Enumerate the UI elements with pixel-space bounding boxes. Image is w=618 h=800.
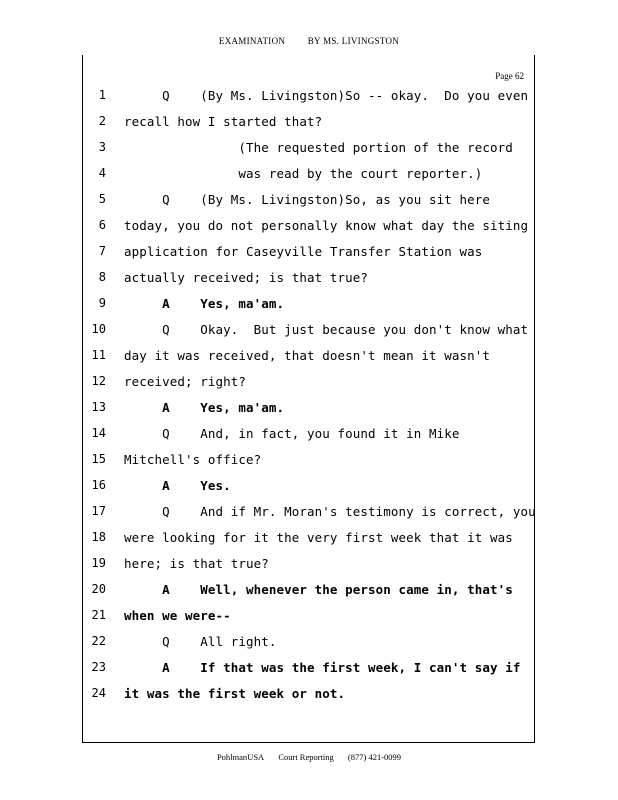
line-number: 23 [91,660,106,674]
page-footer [0,752,618,762]
line-number: 2 [98,114,106,128]
transcript-line [0,582,618,608]
header-section: EXAMINATION [218,36,286,46]
line-number: 9 [98,296,106,310]
line-number: 8 [98,270,106,284]
footer-company: PohlmanUSA [216,752,265,762]
line-number: 17 [91,504,106,518]
line-text: actually received; is that true? [124,270,369,285]
footer-service: Court Reporting [278,752,334,762]
line-number: 11 [91,348,106,362]
line-number: 22 [91,634,106,648]
line-text: were looking for it the very first week that it was [124,530,513,545]
line-text: recall how I started that? [124,114,323,129]
transcript-line [0,504,618,530]
line-text: it was the first week or not. [124,686,346,701]
transcript-line [0,556,618,582]
line-text: was read by the court reporter.) [124,166,483,181]
transcript-line [0,88,618,114]
line-text: (The requested portion of the record [124,140,513,155]
transcript-line [0,296,618,322]
line-text: A Well, whenever the person came in, that's [124,582,513,597]
transcript-line [0,218,618,244]
line-text: Q All right. [124,634,277,649]
header-examiner: BY MS. LIVINGSTON [307,36,400,46]
line-text: received; right? [124,374,247,389]
transcript-line [0,452,618,478]
line-number: 13 [91,400,106,414]
transcript-line [0,634,618,660]
transcript-line [0,166,618,192]
line-text: A Yes, ma'am. [124,296,285,311]
line-number: 15 [91,452,106,466]
line-text: Q (By Ms. Livingston)So -- okay. Do you even [124,88,529,103]
line-text: when we were-- [124,608,231,623]
line-number: 19 [91,556,106,570]
transcript-line [0,660,618,686]
page-header [0,36,618,46]
line-number: 12 [91,374,106,388]
line-text: here; is that true? [124,556,269,571]
line-number: 3 [98,140,106,154]
line-text: Q (By Ms. Livingston)So, as you sit here [124,192,491,207]
transcript-line [0,192,618,218]
line-number: 1 [98,88,106,102]
line-text: A Yes. [124,478,231,493]
transcript-line [0,374,618,400]
footer-phone: (877) 421-0099 [347,752,402,762]
line-number: 16 [91,478,106,492]
transcript-line [0,426,618,452]
line-number: 24 [91,686,106,700]
line-text: day it was received, that doesn't mean it wasn't [124,348,491,363]
transcript-line [0,140,618,166]
page-number: Page 62 [495,71,524,81]
transcript-line [0,244,618,270]
line-text: Q And if Mr. Moran's testimony is correct, you [124,504,536,519]
transcript-line [0,608,618,634]
line-number: 20 [91,582,106,596]
line-text: today, you do not personally know what day the siting [124,218,529,233]
transcript-line [0,400,618,426]
line-text: Q And, in fact, you found it in Mike [124,426,460,441]
line-number: 6 [98,218,106,232]
transcript-line [0,322,618,348]
transcript-line [0,348,618,374]
line-text: A Yes, ma'am. [124,400,285,415]
line-number: 4 [98,166,106,180]
line-number: 7 [98,244,106,258]
line-number: 14 [91,426,106,440]
transcript-line [0,270,618,296]
transcript-line [0,530,618,556]
line-number: 18 [91,530,106,544]
line-text: application for Caseyville Transfer Station was [124,244,483,259]
line-number: 21 [91,608,106,622]
transcript-line [0,478,618,504]
line-text: Mitchell's office? [124,452,262,467]
line-number: 5 [98,192,106,206]
transcript-line [0,114,618,140]
line-text: A If that was the first week, I can't say if [124,660,521,675]
transcript-line [0,686,618,712]
line-number: 10 [91,322,106,336]
line-text: Q Okay. But just because you don't know what [124,322,529,337]
